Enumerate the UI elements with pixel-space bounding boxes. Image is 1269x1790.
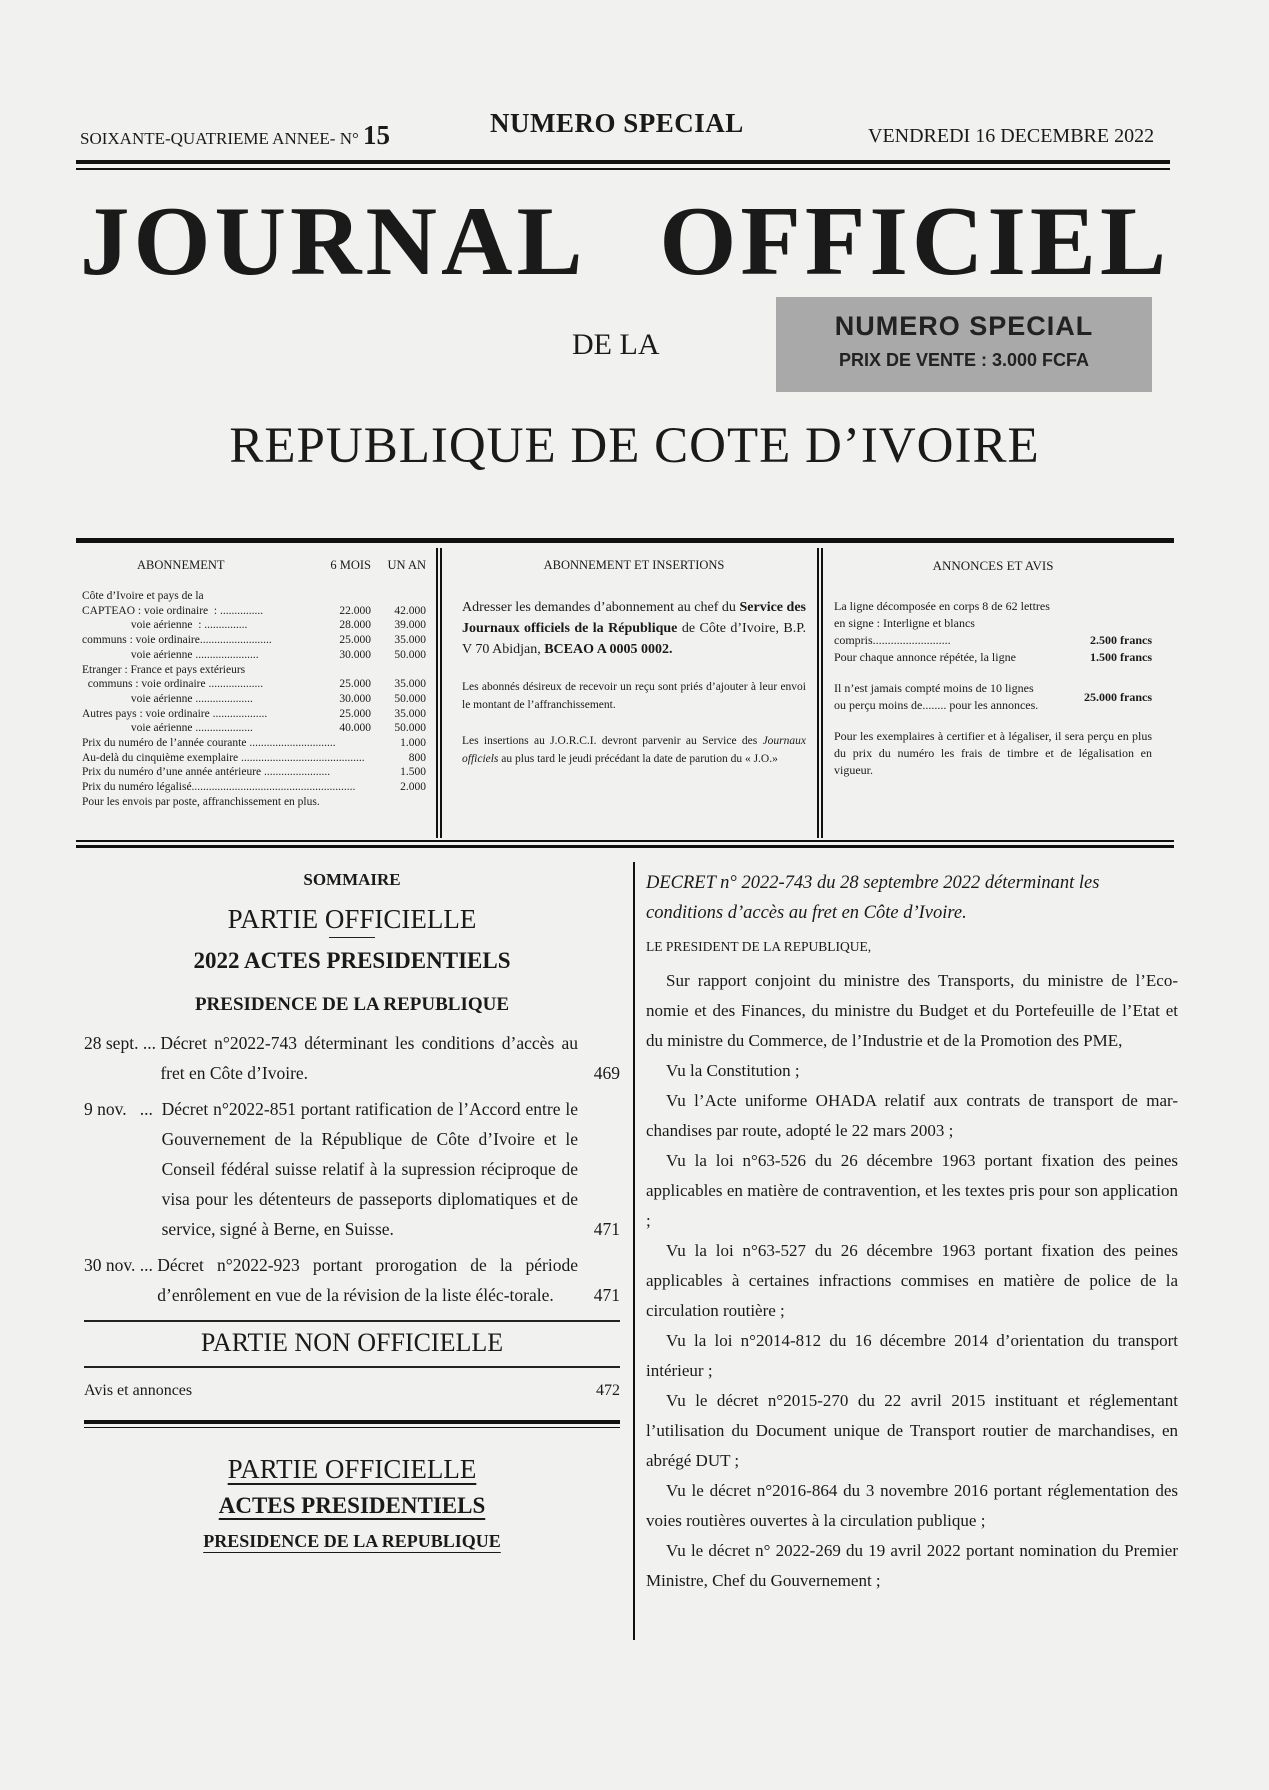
rate-row: Etranger : France et pays extérieurs <box>82 663 246 676</box>
annonce-rate-row: Pour chaque annonce répétée, la ligne 1.500 francs <box>834 650 1152 664</box>
toc-page-number: 472 <box>596 1381 620 1399</box>
sommaire-presidence-heading: PRESIDENCE DE LA REPUBLIQUE <box>194 994 510 1015</box>
insertions-column <box>462 546 806 838</box>
subscription-lines <box>82 589 426 810</box>
issue-number: 15 <box>363 120 391 150</box>
stamp-line-1: NUMERO SPECIAL <box>834 311 1094 341</box>
annonces-rates <box>834 598 1152 779</box>
price-row: Prix du numéro d’une année antérieure ....................... 1.500 <box>82 766 426 779</box>
decree-paragraph: Vu la Constitution ; <box>666 1061 800 1080</box>
special-edition-label: NUMERO SPECIAL <box>490 108 744 138</box>
country-title: REPUBLIQUE DE COTE D’IVOIRE <box>229 418 1040 474</box>
decree-paragraph: Vu le décret n° 2022-269 du 19 avril 2022 portant nomination du Premier Ministre, Chef du Gouvernement ; <box>646 1541 1178 1590</box>
box-top-rule <box>76 538 1174 543</box>
sommaire-part-non-official: PARTIE NON OFFICIELLE <box>200 1328 504 1357</box>
sommaire-section <box>84 870 620 1552</box>
col-header-6-mois: 6 MOIS <box>330 558 371 572</box>
separator <box>84 1320 620 1322</box>
separator <box>329 937 375 938</box>
insertions-title: ABONNEMENT ET INSERTIONS <box>543 558 725 572</box>
price-row: Au-delà du cinquième exemplaire ........................................... 800 <box>82 751 426 764</box>
decree-title: DECRET n° 2022-743 du 28 septembre 2022 déterminant les conditions d’accès au fret en Côte d’Ivoire. <box>646 873 1100 923</box>
col-header-un-an: UN AN <box>387 558 426 572</box>
rate-row: CAPTEAO : voie ordinaire : ............... 22.000 42.000 <box>82 604 426 617</box>
subscription-header <box>82 558 426 573</box>
toc-entry[interactable]: 28 sept. ... Décret n°2022-743 déterminant les conditions d’accès au fret en Côte d’Ivoire. 469 <box>84 1028 620 1088</box>
sommaire-part-official: PARTIE OFFICIELLE <box>227 904 477 934</box>
toc-entry[interactable]: 9 nov. ... Décret n°2022-851 portant ratification de l’Accord entre le Gouvernement de la République de Côte d’Ivoire et le Conseil fédéral suisse relatif à la supression réciproque de visa pour les détenteurs de passeports diplomatiques et de service, signé à Berne, en Suisse. 471 <box>84 1094 620 1244</box>
rate-row: voie aérienne .................... 40.000 50.000 <box>82 722 426 735</box>
insertions-deadline-note: Les insertions au J.O.R.C.I. devront parvenir au Service des Journaux officiels au plus tard le jeudi précédant la date de parution du « J.O.» <box>462 735 806 765</box>
toc-entry[interactable]: 30 nov. ... Décret n°2022-923 portant prorogation de la période d’enrôlement en vue de la révision de la liste éléc-torale. 471 <box>84 1250 620 1310</box>
rate-row: Côte d’Ivoire et pays de la <box>82 590 204 602</box>
rate-row: voie aérienne ...................... 30.000 50.000 <box>82 648 426 661</box>
decree-section <box>646 868 1178 1596</box>
stamp-line-2: PRIX DE VENTE : 3.000 FCFA <box>838 350 1090 370</box>
annonces-title: ANNONCES ET AVIS <box>932 558 1054 573</box>
insertions-receipt-note: Les abonnés désireux de recevoir un reçu sont priés d’ajouter à leur envoi le montant de l’affranchissement. <box>462 681 806 711</box>
postage-note: Pour les envois par poste, affranchissement en plus. <box>82 795 320 808</box>
separator <box>84 1420 620 1424</box>
decree-president: LE PRESIDENT DE LA REPUBLIQUE, <box>646 939 872 954</box>
rate-row: communs : voie ordinaire ................... 25.000 35.000 <box>82 678 426 691</box>
box-divider-2b <box>821 548 823 838</box>
column-divider <box>633 862 635 1640</box>
box-divider-2 <box>817 548 819 838</box>
separator <box>84 1427 620 1429</box>
publication-date: VENDREDI 16 DECEMBRE 2022 <box>868 125 1155 147</box>
year-label: SOIXANTE-QUATRIEME ANNEE- N° <box>80 129 359 148</box>
header-rule-thick <box>76 160 1170 164</box>
sommaire-entries <box>84 1028 620 1310</box>
issue-year-line <box>80 120 390 151</box>
header-rule-thin <box>76 168 1170 170</box>
insertions-address: Adresser les demandes d’abonnement au chef du Service des Journaux officiels de la République de Côte d’Ivoire, B.P. V 70 Abidjan, BCEAO A 0005 0002. <box>462 600 807 657</box>
rate-row: Autres pays : voie ordinaire ................... 25.000 35.000 <box>82 707 426 720</box>
masthead-word-journal: JOURNAL <box>80 187 587 296</box>
toc-page-number: 471 <box>593 1219 620 1239</box>
toc-page-number: 469 <box>593 1063 620 1083</box>
rate-row: communs : voie ordinaire......................... 25.000 35.000 <box>82 634 426 647</box>
separator <box>84 1366 620 1368</box>
toc-page-number: 471 <box>593 1285 620 1305</box>
decree-paragraph: Vu le décret n°2016-864 du 3 novembre 2016 portant réglementation des voies routières ouvertes à la circulation publique ; <box>646 1481 1178 1530</box>
subscription-rates <box>82 546 426 838</box>
price-row: Prix du numéro de l’année courante .............................. 1.000 <box>82 737 426 750</box>
annonces-column <box>834 546 1152 838</box>
sommaire-actes-heading: 2022 ACTES PRESIDENTIELS <box>193 948 511 973</box>
footer-actes-heading: ACTES PRESIDENTIELS <box>218 1493 486 1518</box>
sommaire-title: SOMMAIRE <box>303 870 401 889</box>
annonces-legal-note: Pour les exemplaires à certifier et à légaliser, il sera perçu en plus du prix du numéro les frais de timbre et de légalisation en vigueur. <box>834 729 1152 777</box>
decree-paragraph: Vu le décret n°2015-270 du 22 avril 2015 instituant et réglementant l’utilisation du Document unique de Transport routier de marchandises, en abrégé DUT ; <box>646 1391 1178 1470</box>
masthead-de-la: DE LA <box>572 328 660 361</box>
decree-paragraph: Vu l’Acte uniforme OHADA relatif aux contrats de transport de mar-chandises par route, adopté le 22 mars 2003 ; <box>646 1091 1178 1140</box>
box-divider-1b <box>440 548 442 838</box>
footer-part-official: PARTIE OFFICIELLE <box>227 1454 477 1484</box>
masthead-title <box>80 187 1170 296</box>
decree-paragraph: Vu la loi n°2014-812 du 16 décembre 2014 d’orientation du transport intérieur ; <box>646 1331 1178 1380</box>
box-bottom-rule-2 <box>76 845 1174 848</box>
toc-entry-avis[interactable]: Avis et annonces 472 <box>84 1381 620 1399</box>
decree-paragraph: Vu la loi n°63-526 du 26 décembre 1963 portant fixation des peines applicables en matière de contravention, et les textes pris pour son application ; <box>646 1151 1178 1230</box>
footer-presidence-heading: PRESIDENCE DE LA REPUBLIQUE <box>203 1531 501 1551</box>
decree-paragraph: Sur rapport conjoint du ministre des Transports, du ministre de l’Eco-nomie et des Finances, du ministre du Budget et du Portefeuille de l’Etat et du ministre du Commerce, de l’Industrie et de la Promotion des PME, <box>646 971 1178 1050</box>
box-divider-1 <box>436 548 438 838</box>
price-row: Prix du numéro légalisé......................................................... 2.000 <box>82 781 426 794</box>
rate-row: voie aérienne .................... 30.000 50.000 <box>82 692 426 705</box>
annonce-rate-row: La ligne décomposée en corps 8 de 62 lettres en signe : Interligne et blancs compris.......................... 2.500 francs <box>834 599 1152 647</box>
col-header-abonnement: ABONNEMENT <box>137 558 225 572</box>
annonce-rate-row: Il n’est jamais compté moins de 10 lignes ou perçu moins de........ pour les annonces. 25.000 francs <box>834 681 1152 712</box>
special-price-stamp <box>776 297 1152 392</box>
box-bottom-rule <box>76 840 1174 842</box>
decree-paragraph: Vu la loi n°63-527 du 26 décembre 1963 portant fixation des peines applicables à certaines infractions commises en matière de police de la circulation routière ; <box>646 1241 1178 1320</box>
masthead-word-officiel: OFFICIEL <box>659 187 1170 296</box>
rate-row: voie aérienne : ............... 28.000 39.000 <box>82 619 426 632</box>
